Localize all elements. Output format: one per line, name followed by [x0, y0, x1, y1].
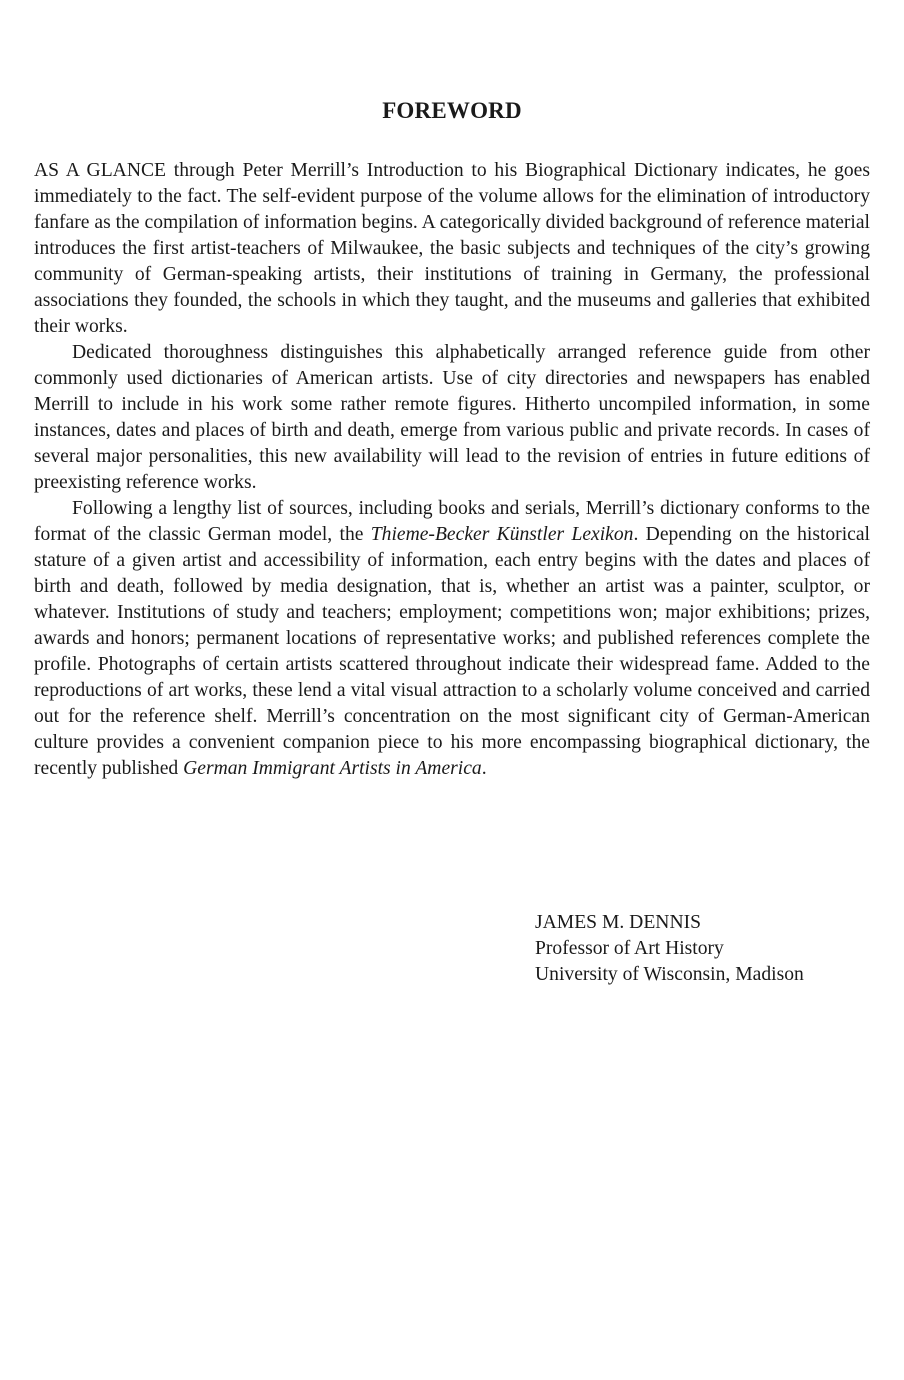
signature-institution: University of Wisconsin, Madison — [535, 964, 804, 985]
paragraph-3-text-b: . Depending on the historical stature of a given artist and accessibility of information, each entry begins with the dates and places of birth and death, followed by media designation, that is, whether an artist was a painter, sculptor, or whatever. Institutions of study and teachers; employment; competitions won; major exhibitions; prizes, awards and honors; permanent locations of representative works; and published references complete the profile. Photographs of certain artists scattered throughout indicate their widespread fame. Added to the reproductions of art works, these lend a vital visual attraction to a scholarly volume conceived and carried out for the reference shelf. Merrill’s concentration on the most significant city of German-American culture provides a convenient companion piece to his more encompassing biographical dictionary, the recently published — [34, 524, 870, 779]
paragraph-1-text: AS A GLANCE through Peter Merrill’s Introduction to his Biographical Dictionary indicates, he goes immediately to the fact. The self-evident purpose of the volume allows for the elimination of introductory fanfare as the compilation of information begins. A categorically divided background of reference material introduces the first artist-teachers of Milwaukee, the basic subjects and techniques of the city’s growing community of German-speaking artists, their institutions of training in Germany, the professional associations they founded, the schools in which they taught, and the museums and galleries that exhibited their works. — [34, 160, 870, 337]
paragraph-3 — [34, 496, 870, 782]
book-title-thieme-becker: Thieme-Becker Künstler Lexikon — [370, 524, 634, 545]
paragraph-3-text-c: . — [481, 758, 487, 779]
signature-block — [535, 910, 804, 988]
signature-position: Professor of Art History — [535, 938, 724, 959]
page-title: FOREWORD — [382, 98, 522, 123]
paragraph-2 — [34, 340, 870, 496]
signature-name: JAMES M. DENNIS — [535, 912, 702, 933]
foreword-body — [34, 158, 870, 782]
paragraph-3-text-a: Following a lengthy list of sources, including books and serials, Merrill’s dictionary conforms to the format of the classic German model, the — [34, 498, 870, 545]
paragraph-1 — [34, 158, 870, 340]
book-title-german-immigrant-artists: German Immigrant Artists in America — [183, 758, 482, 779]
paragraph-2-text: Dedicated thoroughness distinguishes this alphabetically arranged reference guide from other commonly used dictionaries of American artists. Use of city directories and newspapers has enabled Merrill to include in his work some rather remote figures. Hitherto uncompiled information, in some instances, dates and places of birth and death, emerge from various public and private records. In cases of several major personalities, this new availability will lead to the revision of entries in future editions of preexisting reference works. — [34, 342, 870, 493]
